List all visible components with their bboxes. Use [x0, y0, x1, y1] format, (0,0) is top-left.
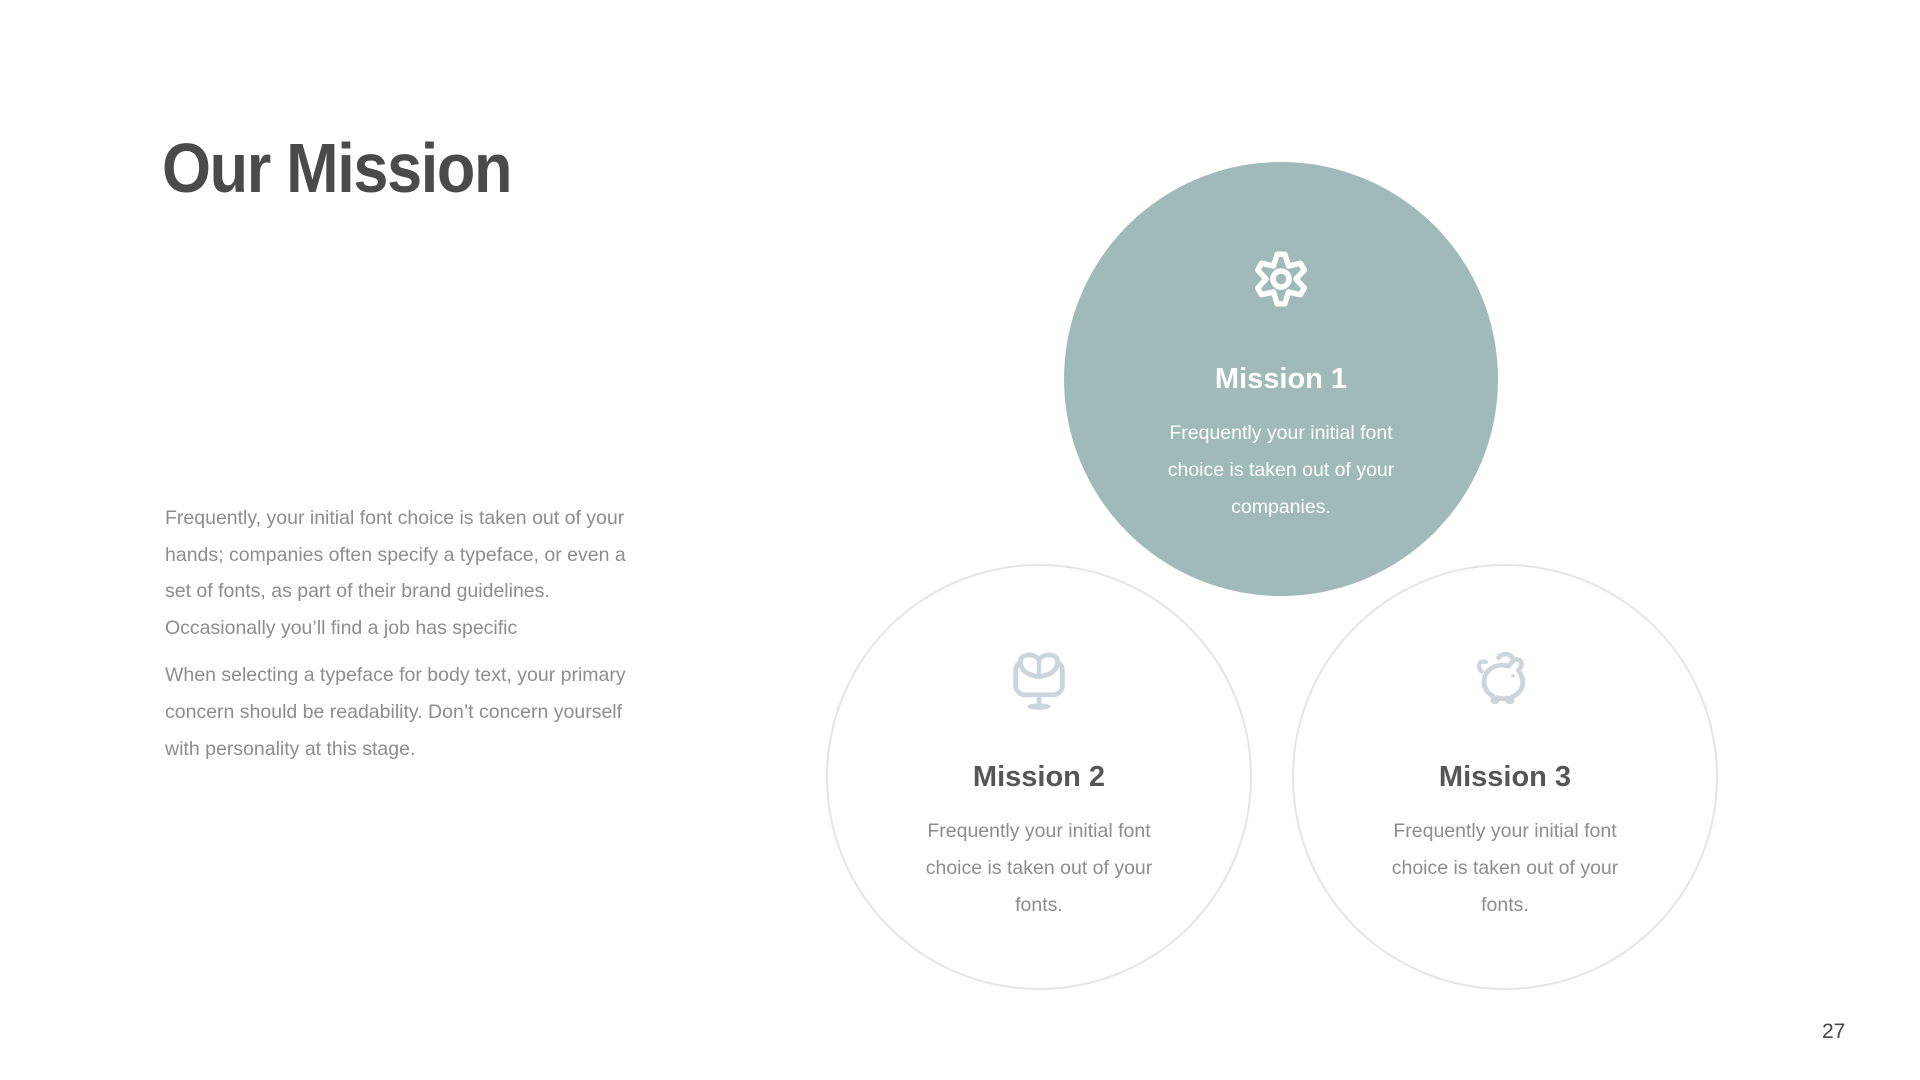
mission-body-line: Frequently your initial font: [1393, 820, 1617, 842]
intro-paragraph-1: [165, 500, 785, 646]
page-title: Our Mission: [162, 129, 512, 207]
mission-body-line: Frequently your initial font: [927, 820, 1151, 842]
intro-text: [165, 500, 785, 778]
intro-line: concern should be readability. Don’t concern yourself: [165, 700, 623, 723]
mission-title: Mission 1: [1214, 363, 1348, 395]
page-number: 27: [1822, 1020, 1846, 1043]
intro-line: set of fonts, as part of their brand guidelines.: [165, 580, 550, 603]
mission-body-line: Frequently your initial font: [1169, 422, 1393, 444]
mission-title: Mission 3: [1438, 761, 1572, 793]
mission-body-line: choice is taken out of your: [925, 857, 1153, 879]
intro-line: Occasionally you’ll find a job has specific: [165, 616, 518, 639]
mission-body: [828, 813, 1250, 924]
intro-line: When selecting a typeface for body text, your primary: [165, 664, 626, 687]
mission-body-line: fonts.: [1481, 894, 1529, 916]
gear-icon: [1064, 246, 1498, 312]
mission-body: [1294, 813, 1716, 924]
mission-body-line: companies.: [1231, 496, 1331, 518]
mission-body: [1064, 415, 1498, 526]
intro-line: hands; companies often specify a typeface, or even a: [165, 543, 626, 566]
intro-line: with personality at this stage.: [165, 737, 416, 760]
mission-body-line: choice is taken out of your: [1391, 857, 1619, 879]
mission-body-line: choice is taken out of your: [1167, 459, 1395, 481]
mission-body-line: fonts.: [1015, 894, 1063, 916]
piggy-bank-icon: [1294, 647, 1716, 713]
mission-1-card: [1064, 162, 1498, 596]
monitor-book-icon: [828, 647, 1250, 713]
intro-paragraph-2: [165, 657, 785, 767]
mission-title: Mission 2: [972, 761, 1106, 793]
intro-line: Frequently, your initial font choice is taken out of your: [165, 507, 625, 529]
mission-2-card: [826, 564, 1252, 990]
mission-3-card: [1292, 564, 1718, 990]
